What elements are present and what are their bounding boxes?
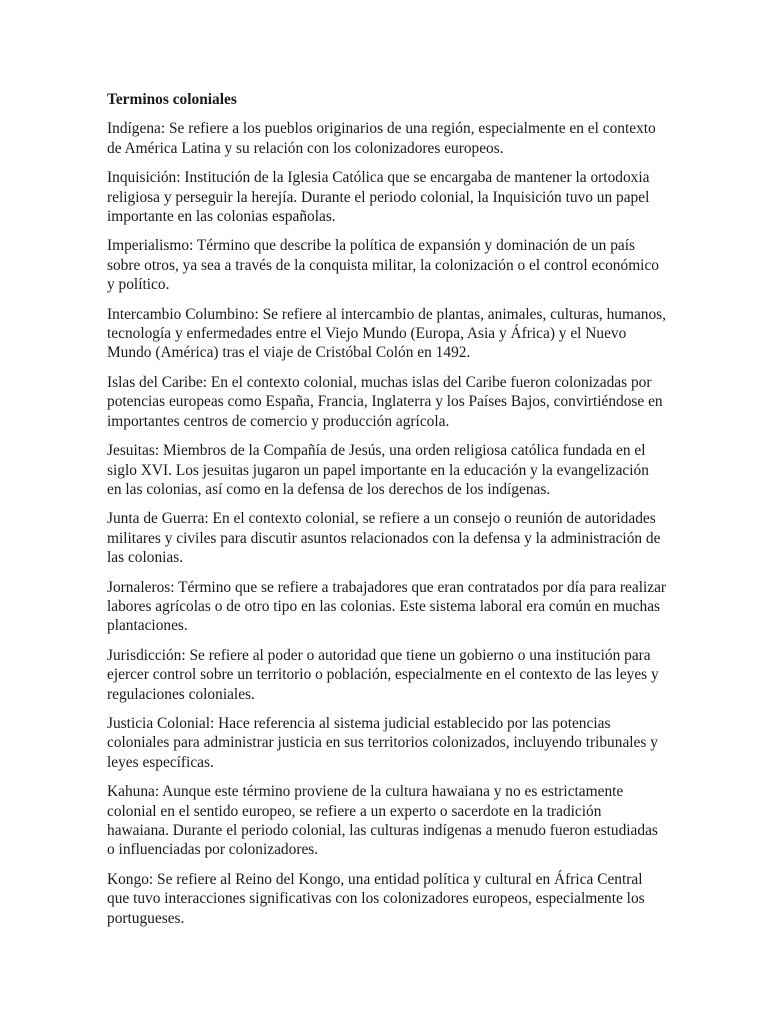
entry-imperialismo: Imperialismo: Término que describe la política de expansión y dominación de un país sobre otros, ya sea a través de la conquista militar, la colonización o el control económico y político. (107, 237, 659, 294)
document-title: Terminos coloniales (107, 91, 237, 108)
entry-junta-de-guerra: Junta de Guerra: En el contexto colonial, se refiere a un consejo o reunión de autoridades militares y civiles para discutir asuntos relacionados con la defensa y la administración de las colonias. (107, 510, 661, 567)
entry-indigena: Indígena: Se refiere a los pueblos originarios de una región, especialmente en el contexto de América Latina y su relación con los colonizadores europeos. (107, 120, 656, 157)
entry-kongo: Kongo: Se refiere al Reino del Kongo, una entidad política y cultural en África Central que tuvo interacciones significativas con los colonizadores europeos, especialmente los portugueses. (107, 870, 645, 927)
document-page (107, 90, 667, 938)
entry-jornaleros: Jornaleros: Término que se refiere a trabajadores que eran contratados por día para realizar labores agrícolas o de otro tipo en las colonias. Este sistema laboral era común en muchas plantaciones. (107, 578, 667, 635)
entry-justicia-colonial: Justicia Colonial: Hace referencia al sistema judicial establecido por las potencias coloniales para administrar justicia en sus territorios colonizados, incluyendo tribunales y leyes específicas. (107, 714, 658, 771)
entry-jesuitas: Jesuitas: Miembros de la Compañía de Jesús, una orden religiosa católica fundada en el siglo XVI. Los jesuitas jugaron un papel importante en la educación y la evangelización en las colonias, así como en la defensa de los derechos de los indígenas. (107, 442, 649, 498)
entry-intercambio-columbino: Intercambio Columbino: Se refiere al intercambio de plantas, animales, culturas, humanos, tecnología y enfermedades entre el Viejo Mundo (Europa, Asia y África) y el Nuevo Mundo (América) tras el viaje de Cristóbal Colón en 1492. (107, 305, 667, 362)
entry-inquisicion: Inquisición: Institución de la Iglesia Católica que se encargaba de mantener la ortodoxia religiosa y perseguir la herejía. Durante el periodo colonial, la Inquisición tuvo un papel importante en las colonias españolas. (107, 169, 650, 226)
entry-islas-del-caribe: Islas del Caribe: En el contexto colonial, muchas islas del Caribe fueron colonizadas por potencias europeas como España, Francia, Inglaterra y los Países Bajos, convirtiéndose en importantes centros de comercio y producción agrícola. (107, 373, 663, 430)
entry-kahuna: Kahuna: Aunque este término proviene de la cultura hawaiana y no es estrictamente colonial en el sentido europeo, se refiere a un experto o sacerdote en la tradición hawaiana. Durante el periodo colonial, las culturas indígenas a menudo fueron estudiadas o influenciadas por colonizadores. (107, 783, 658, 859)
entry-jurisdiccion: Jurisdicción: Se refiere al poder o autoridad que tiene un gobierno o una institución para ejercer control sobre un territorio o población, especialmente en el contexto de las leyes y regulaciones coloniales. (107, 646, 659, 703)
